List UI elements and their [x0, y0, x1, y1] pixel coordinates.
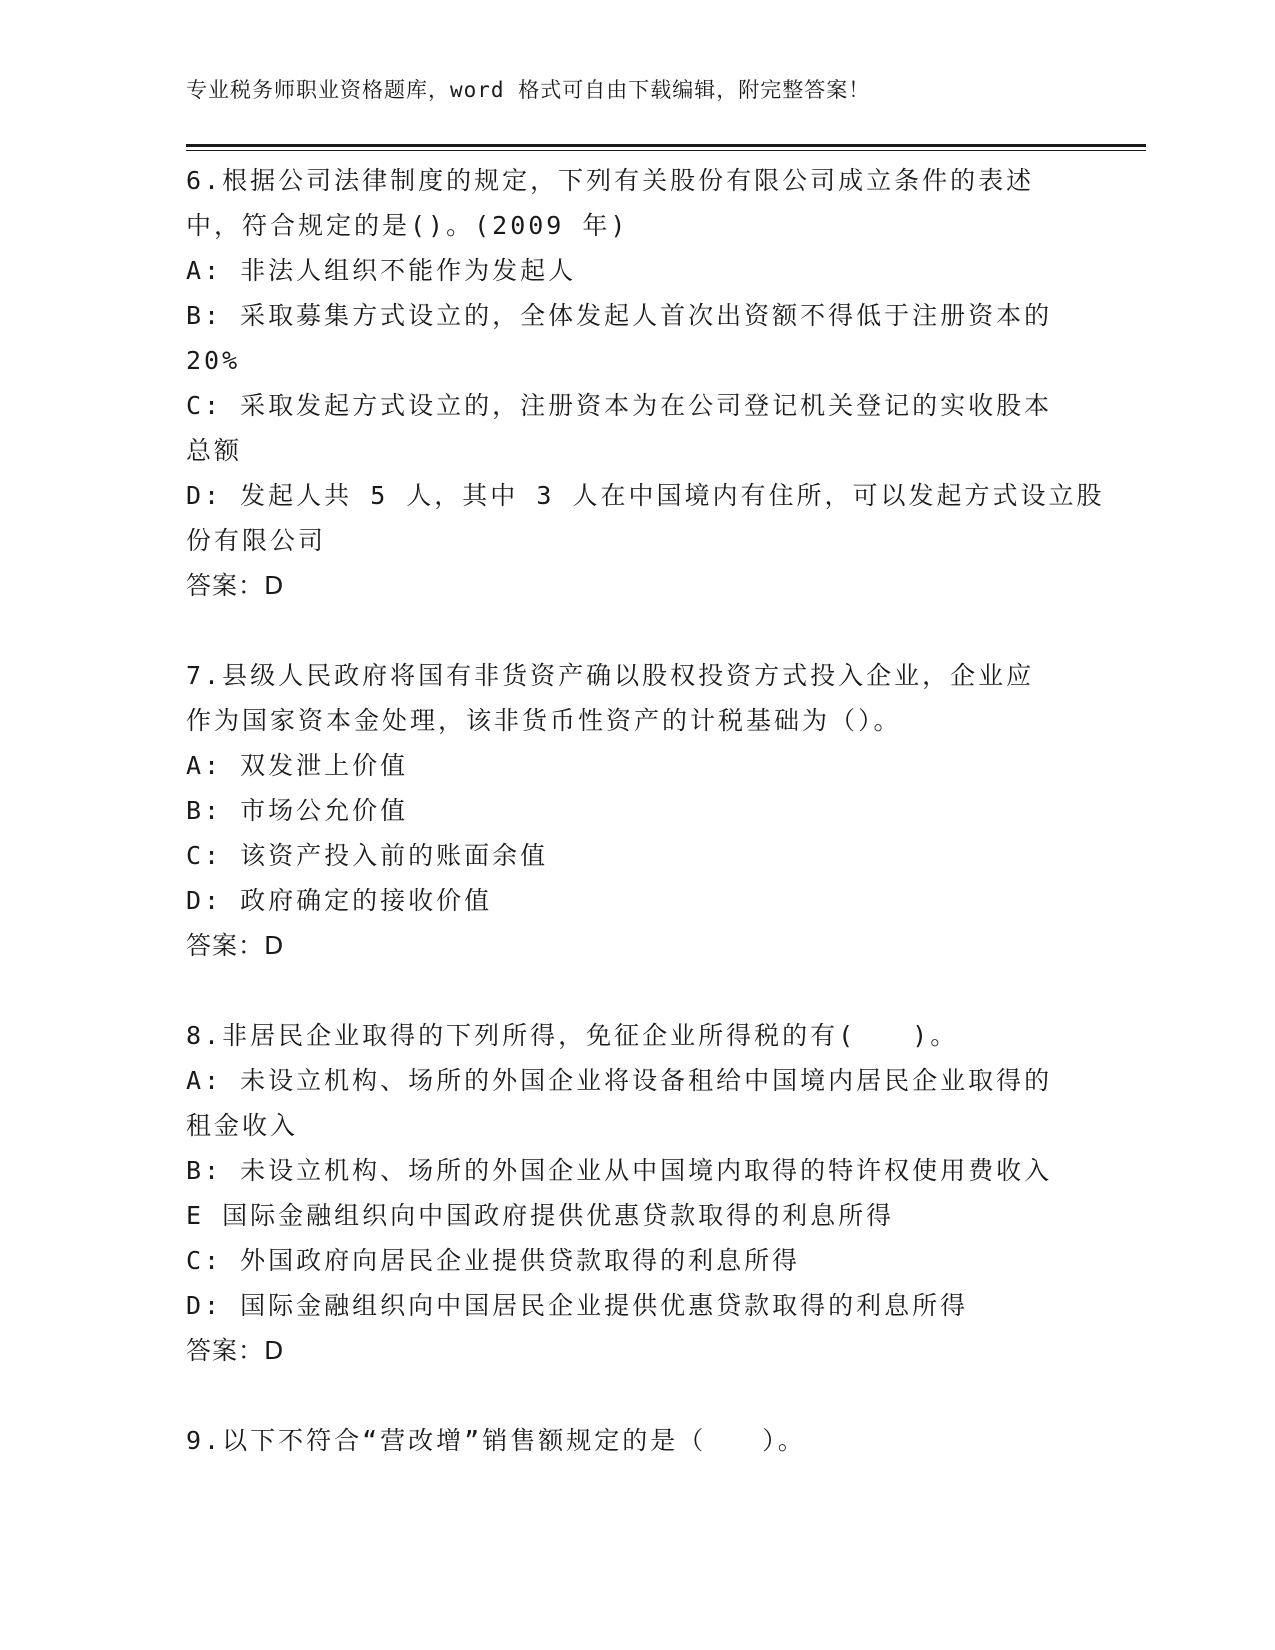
- answer-label: 答案：D: [186, 1336, 285, 1365]
- question-spacer: [186, 608, 1086, 653]
- question-text-line: 8.非居民企业取得的下列所得，免征企业所得税的有( )。: [186, 1021, 959, 1050]
- question-text-line: 7.县级人民政府将国有非货资产确以股权投资方式投入企业，企业应: [186, 661, 1035, 690]
- option-d: D: 国际金融组织向中国居民企业提供优惠贷款取得的利息所得: [186, 1291, 969, 1320]
- question-text-line: 中，符合规定的是()。(2009 年): [186, 211, 629, 240]
- option-e: E 国际金融组织向中国政府提供优惠贷款取得的利息所得: [186, 1201, 895, 1230]
- question-7: [186, 653, 1086, 968]
- question-text-line: 作为国家资本金处理，该非货币性资产的计税基础为（）。: [186, 706, 902, 735]
- option-b: B: 市场公允价值: [186, 796, 409, 825]
- question-spacer: [186, 1373, 1086, 1418]
- question-text-line: 6.根据公司法律制度的规定，下列有关股份有限公司成立条件的表述: [186, 166, 1035, 195]
- page-header: 专业税务师职业资格题库，word 格式可自由下载编辑，附完整答案！: [186, 78, 871, 102]
- option-b: B: 采取募集方式设立的，全体发起人首次出资额不得低于注册资本的: [186, 301, 1053, 330]
- option-b-continued: 20%: [186, 346, 241, 375]
- answer-label: 答案：D: [186, 571, 285, 600]
- question-list: [186, 158, 1105, 1463]
- option-c: C: 采取发起方式设立的，注册资本为在公司登记机关登记的实收股本: [186, 391, 1053, 420]
- option-a: A: 非法人组织不能作为发起人: [186, 256, 577, 285]
- option-b: B: 未设立机构、场所的外国企业从中国境内取得的特许权使用费收入: [186, 1156, 1053, 1185]
- answer-label: 答案：D: [186, 931, 285, 960]
- option-d: D: 发起人共 5 人，其中 3 人在中国境内有住所，可以发起方式设立股: [186, 481, 1105, 510]
- question-spacer: [186, 968, 1086, 1013]
- option-a-continued: 租金收入: [186, 1111, 299, 1140]
- option-c: C: 外国政府向居民企业提供贷款取得的利息所得: [186, 1246, 801, 1275]
- header-divider-thick: [186, 144, 1146, 147]
- question-text-line: 9.以下不符合“营改增”销售额规定的是（ ）。: [186, 1426, 806, 1455]
- option-d: D: 政府确定的接收价值: [186, 886, 493, 915]
- option-a: A: 双发泄上价值: [186, 751, 409, 780]
- option-c: C: 该资产投入前的账面余值: [186, 841, 549, 870]
- option-c-continued: 总额: [186, 436, 243, 465]
- question-8: [186, 1013, 1086, 1373]
- option-a: A: 未设立机构、场所的外国企业将设备租给中国境内居民企业取得的: [186, 1066, 1053, 1095]
- option-d-continued: 份有限公司: [186, 526, 327, 555]
- question-6: [186, 158, 1105, 608]
- header-divider-thin: [186, 150, 1146, 151]
- question-9: [186, 1418, 1086, 1463]
